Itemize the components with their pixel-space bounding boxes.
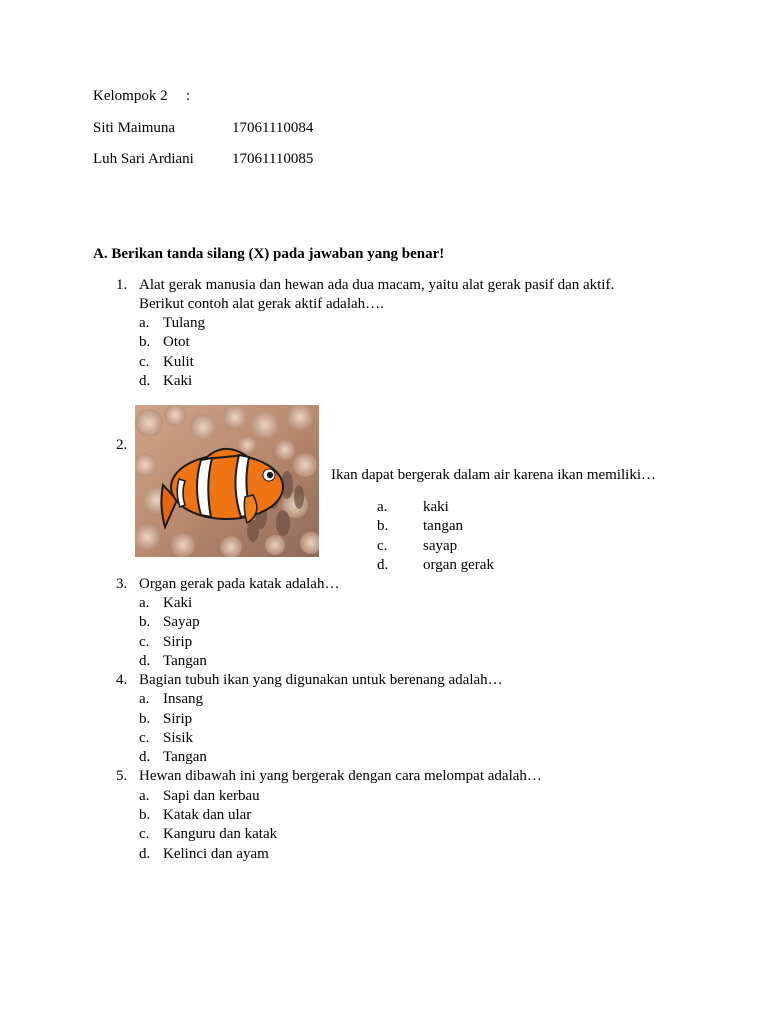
option-text: Kulit: [163, 354, 194, 370]
option-text: Tulang: [163, 315, 205, 331]
option-text: tangan: [423, 518, 463, 534]
question-text: Organ gerak pada katak adalah…: [139, 576, 340, 592]
question-number: 3.: [116, 576, 128, 592]
option-letter: d.: [139, 749, 151, 765]
section-title: A. Berikan tanda silang (X) pada jawaban yang benar!: [93, 246, 445, 262]
question-number: 2.: [116, 437, 128, 453]
question-number: 5.: [116, 768, 128, 784]
option-text: organ gerak: [423, 557, 494, 573]
option-letter: c.: [139, 826, 150, 842]
option-text: Otot: [163, 334, 190, 350]
question-text: Bagian tubuh ikan yang digunakan untuk berenang adalah…: [139, 672, 503, 688]
option-letter: c.: [139, 634, 150, 650]
option-letter: b.: [139, 711, 151, 727]
question-number: 1.: [116, 277, 128, 293]
option-text: Kaki: [163, 373, 193, 389]
option-text: Tangan: [163, 749, 207, 765]
group-colon: :: [186, 88, 191, 104]
option-letter: a.: [377, 499, 388, 515]
question-text: Alat gerak manusia dan hewan ada dua macam, yaitu alat gerak pasif dan aktif.: [139, 277, 615, 293]
option-letter: d.: [377, 557, 389, 573]
clownfish-image: [135, 405, 319, 557]
option-text: Sirip: [163, 634, 193, 650]
option-letter: b.: [139, 614, 151, 630]
group-label: Kelompok 2: [93, 88, 168, 104]
option-letter: b.: [139, 807, 151, 823]
option-text: Kanguru dan katak: [163, 826, 278, 842]
option-text: sayap: [423, 538, 458, 554]
option-text: Kelinci dan ayam: [163, 846, 269, 862]
option-text: Kaki: [163, 595, 193, 611]
option-text: Sirip: [163, 711, 193, 727]
option-letter: d.: [139, 653, 151, 669]
option-text: Sapi dan kerbau: [163, 788, 260, 804]
member-name: Luh Sari Ardiani: [93, 151, 194, 167]
option-letter: a.: [139, 788, 150, 804]
option-letter: c.: [139, 354, 150, 370]
option-text: Sisik: [163, 730, 194, 746]
option-text: Katak dan ular: [163, 807, 252, 823]
question-text: Ikan dapat bergerak dalam air karena ikan memiliki…: [331, 467, 657, 483]
option-letter: c.: [377, 538, 388, 554]
option-letter: a.: [139, 691, 150, 707]
option-letter: d.: [139, 846, 151, 862]
option-text: Sayap: [163, 614, 200, 630]
option-letter: a.: [139, 595, 150, 611]
option-text: Insang: [163, 691, 203, 707]
option-letter: a.: [139, 315, 150, 331]
member-id: 17061110085: [232, 151, 314, 167]
question-number: 4.: [116, 672, 128, 688]
option-letter: d.: [139, 373, 151, 389]
member-id: 17061110084: [232, 120, 314, 136]
member-name: Siti Maimuna: [93, 120, 176, 136]
option-text: Tangan: [163, 653, 207, 669]
option-letter: b.: [377, 518, 389, 534]
question-text-continued: Berikut contoh alat gerak aktif adalah….: [139, 296, 384, 312]
option-letter: b.: [139, 334, 151, 350]
option-letter: c.: [139, 730, 150, 746]
question-text: Hewan dibawah ini yang bergerak dengan cara melompat adalah…: [139, 768, 542, 784]
option-text: kaki: [423, 499, 449, 515]
